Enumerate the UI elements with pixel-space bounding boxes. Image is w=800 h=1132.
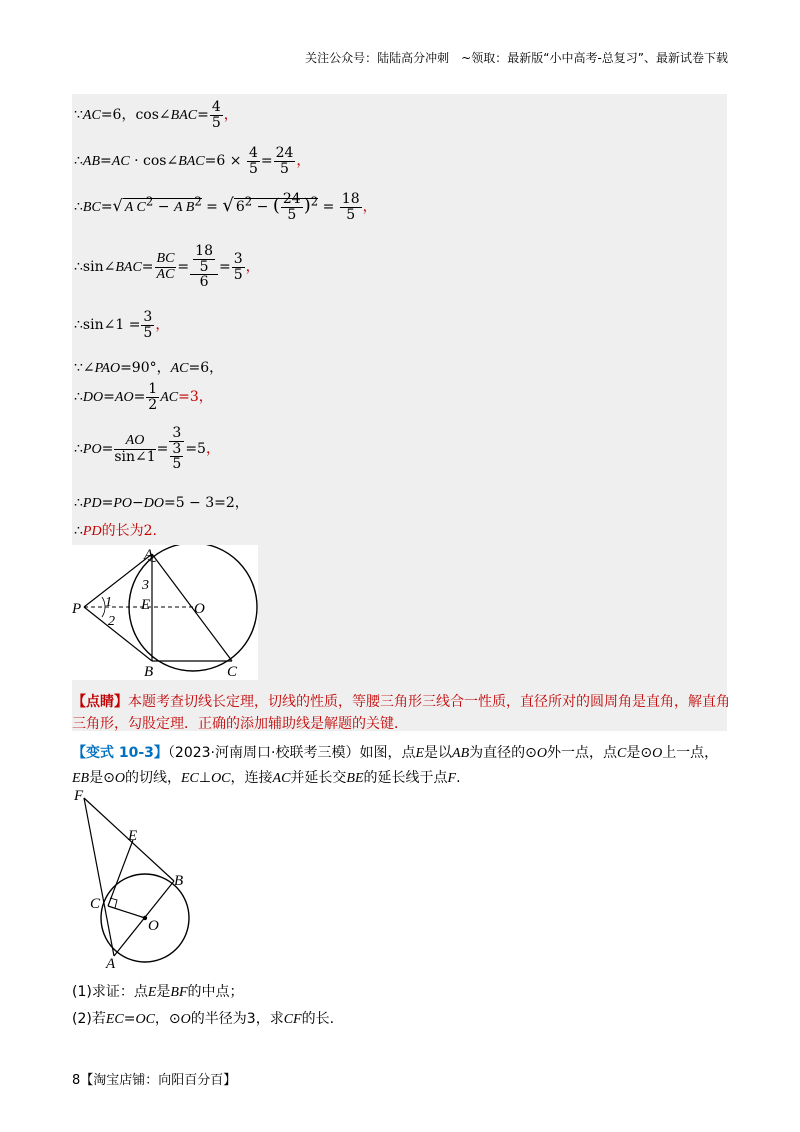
page-header: 关注公众号：陆陆高分冲刺 ~领取：最新版“小中高考-总复习”、最新试卷下载 — [305, 51, 728, 65]
label-B: B — [174, 873, 184, 889]
label-E: E — [141, 597, 151, 613]
label-C: C — [90, 896, 101, 912]
label-P: P — [72, 601, 82, 617]
solution-line-2: ∴AB=AC · cos∠BAC=6 × $\frac{4}{5}$ = $\frac{24}{5}$ ， — [74, 145, 311, 177]
label-F: F — [74, 788, 84, 804]
label-O: O — [194, 601, 205, 617]
solution-line-3: ∴BC=√ A $C^2 - A$ $B^2$ = √ $6^2$ − ( $\frac{24}{5}$ )$^2$ = $\frac{18}{5}$ ， — [74, 191, 377, 223]
solution-line-4: ∴sin∠BAC= $\frac{BC}{AC}$ = $\frac{\frac{18}{5}}{6}$ = $\frac{3}{5}$ ， — [74, 243, 260, 291]
label-O: O — [148, 918, 159, 934]
label-C: C — [227, 664, 238, 680]
geometry-figure-1 — [72, 545, 258, 680]
solution-line-6: ∵∠PAO=90°，AC=6， — [74, 360, 224, 376]
solution-line-7: ∴DO=AO= $\frac{1}{2}$ AC=3， — [74, 381, 213, 413]
label-A: A — [106, 956, 116, 970]
comment-paragraph: 【点睛】本题考查切线长定理，切线的性质，等腰三角形三线合一性质，直径所对的圆周角是直角，解直角三角形，勾股定理．正确的添加辅助线是解题的关键． — [72, 694, 730, 732]
question-1: (1)求证：点E是BF的中点； — [72, 984, 244, 1000]
angle-label-2: 2 — [108, 614, 115, 629]
page-footer: 8【淘宝店铺：向阳百分百】 — [72, 1073, 237, 1088]
solution-line-9: ∴PD=PO−DO=5 − 3=2， — [74, 495, 249, 511]
label-B: B — [144, 664, 154, 680]
solution-line-5: ∴sin∠1 = $\frac{3}{5}$ ， — [74, 309, 170, 341]
question-2: (2)若EC=OC，⊙O的半径为3，求CF的长. — [72, 1011, 335, 1027]
solution-line-10: ∴PD的长为2. — [74, 523, 157, 539]
solution-line-1: ∵AC=6，cos∠BAC= $\frac{4}{5}$ ， — [74, 99, 238, 131]
solution-line-8: ∴PO= $\frac{AO}{\sin\angle 1}$ = 3 3 5 =5， — [74, 425, 220, 473]
angle-label-3: 3 — [142, 578, 149, 593]
label-A: A — [144, 547, 154, 563]
angle-label-1: 1 — [105, 595, 112, 610]
variant-problem: 【变式 10-3】（2023·河南周口·校联考三模）如图，点E是以AB为直径的⊙O外一点，点C是⊙O上一点， EB是⊙O的切线，EC⊥OC，连接AC并延长交BE的延长线于点F. — [72, 745, 719, 786]
geometry-figure-2 — [70, 788, 200, 970]
label-E: E — [128, 828, 138, 844]
